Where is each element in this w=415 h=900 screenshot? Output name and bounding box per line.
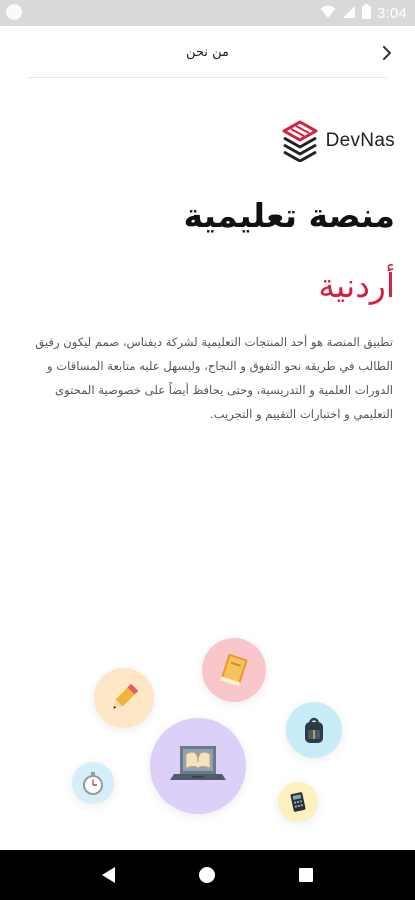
wifi-icon [320,4,336,23]
pencil-bubble [94,668,154,728]
header-divider [28,77,387,78]
description-text: تطبيق المنصة هو أحد المنتجات التعليمية لشركة ديفناس، صمم ليكون رفيق الطالب في طريقه نحو التفوق و النجاح، وليسهل عليه متابعة المساقات و الدورات العلمية و التدريسية، وحتى يحافظ أيضاً على خصوصية المحتوى التعليمي و اختبارات التقييم و التجريب. [35,335,393,421]
devnas-logo-icon [280,120,320,162]
system-back-button[interactable] [94,860,124,890]
laptop-bubble [150,718,246,814]
signal-icon [342,4,356,23]
battery-icon [362,4,371,23]
backpack-icon [298,714,330,746]
chevron-right-icon [382,45,392,61]
calculator-icon [287,791,309,813]
brand-name: DevNas [325,130,395,151]
education-illustration [60,630,360,830]
brand-logo [280,120,395,162]
back-triangle-icon [101,866,117,884]
stopwatch-icon [80,770,106,796]
book-icon [215,651,253,689]
recents-square-icon [298,867,314,883]
home-circle-icon [198,866,216,884]
status-time: 3:04 [377,4,407,22]
stopwatch-bubble [72,762,114,804]
backpack-bubble [286,702,342,758]
headline: منصة تعليمية [183,196,395,235]
notification-dot [6,4,22,20]
calculator-bubble [278,782,318,822]
system-recents-button[interactable] [291,860,321,890]
top-nav [0,26,415,80]
page-title: من نحن [186,45,229,60]
system-home-button[interactable] [192,860,222,890]
book-bubble [202,638,266,702]
status-icons [320,4,407,22]
back-button[interactable] [379,43,395,63]
pencil-icon [106,680,142,716]
status-bar [0,0,415,26]
system-nav-bar [0,850,415,900]
laptop-book-icon [166,740,230,792]
headline-accent: أردنية [318,266,395,305]
